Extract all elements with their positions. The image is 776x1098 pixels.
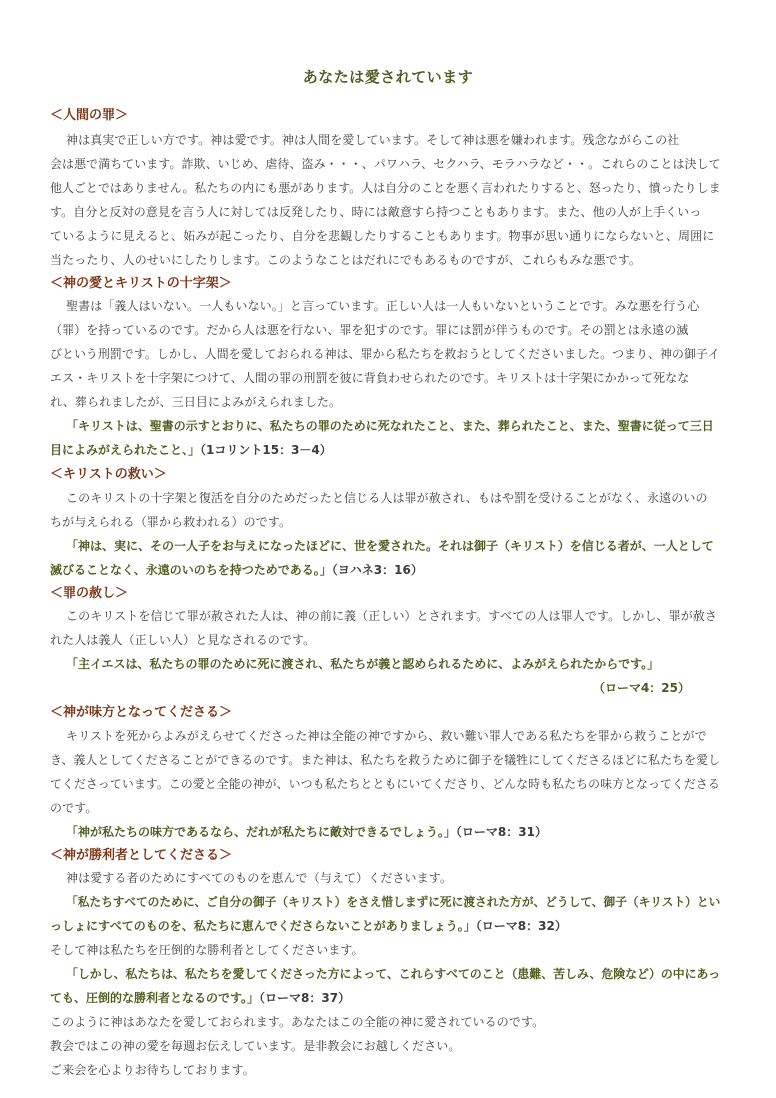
- heading-human-sin: ＜人間の罪＞: [50, 108, 129, 123]
- scripture-quote: 「神は、実に、その一人子をお与えになったほどに、世を愛された。それは御子（キリスト）を信じる者が、一人として: [66, 539, 714, 553]
- scripture-reference: （ローマ4：25）: [592, 681, 690, 695]
- paragraph-line: 聖書は「義人はいない。一人もいない。」と言っています。正しい人は一人もいないということです。みな悪を行う心: [66, 299, 700, 313]
- paragraph-line: キリストを死からよみがえらせてくださった神は全能の神ですから、救い難い罪人である私たちを罪から救うことがで: [66, 729, 707, 743]
- closing-line: このように神はあなたを愛しておられます。あなたはこの全能の神に愛されているのです。: [50, 1015, 545, 1029]
- paragraph-line: 会は悪で満ちています。詐欺、いじめ、虐待、盗み・・・、パワハラ、セクハラ、モラハラなど・・。これらのことは決して: [50, 157, 721, 171]
- paragraph-line: （罪）を持っているのです。だから人は悪を行ない、罪を犯すのです。罪には罰が伴うものです。その罰とは永遠の滅: [50, 323, 689, 337]
- scripture-quote: っしょにすべてのものを、私たちに恵んでくださらないことがありましょう。」（ローマ8：32）: [50, 919, 567, 933]
- paragraph-line: このキリストの十字架と復活を自分のためだったと信じる人は罪が赦され、もはや罰を受けることがなく、永遠のいの: [66, 491, 708, 505]
- paragraph-line: ているように見えると、妬みが起こったり、自分を悲観したりすることもあります。物事が思い通りにならないと、周囲に: [50, 229, 715, 243]
- paragraph-line: れ、葬られましたが、三日目によみがえられました。: [50, 395, 342, 409]
- paragraph-line: てくださっています。この愛と全能の神が、いつも私たちとともにいてくださり、どんな時も私たちの味方となってくださる: [50, 777, 720, 791]
- heading-forgiveness: ＜罪の赦し＞: [50, 586, 129, 601]
- scripture-quote: 「神が私たちの味方であるなら、だれが私たちに敵対できるでしょう。」（ローマ8：31）: [66, 825, 547, 839]
- paragraph-line: 当たったり、人のせいにしたりします。このようなことはだれにでもあるものですが、これらもみな悪です。: [50, 253, 641, 267]
- heading-god-on-our-side: ＜神が味方となってくださる＞: [50, 705, 233, 720]
- paragraph-line: のです。: [50, 801, 98, 815]
- paragraph-line: エス・キリストを十字架につけて、人間の罪の刑罰を彼に背負わせられたのです。キリストは十字架にかかって死なな: [50, 371, 690, 385]
- scripture-quote: 目によみがえられたこと、」（1コリント15：3－4）: [50, 443, 332, 457]
- closing-line: 教会ではこの神の愛を毎週お伝えしています。是非教会にお越しください。: [50, 1039, 461, 1053]
- paragraph-line: ちが与えられる（罪から救われる）のです。: [50, 515, 292, 529]
- scripture-quote: 「私たちすべてのために、ご自分の御子（キリスト）をさえ惜しまずに死に渡された方が、どうして、御子（キリスト）とい: [66, 895, 721, 909]
- paragraph-line: す。自分と反対の意見を言う人に対しては反発したり、時には敵意すら持つこともあります。また、他の人が上手くいっ: [50, 205, 702, 219]
- scripture-reference: （ローマ8：37）: [259, 991, 351, 1005]
- scripture-reference: （1コリント15：3－4）: [200, 443, 332, 457]
- paragraph-line: れた人は義人（正しい人）と見なされるのです。: [50, 633, 316, 647]
- scripture-quote: 滅びることなく、永遠のいのちを持つためである。」（ヨハネ3：16）: [50, 563, 423, 577]
- scripture-reference: （ローマ8：31）: [455, 825, 547, 839]
- paragraph-line: 神は真実で正しい方です。神は愛です。神は人間を愛しています。そして神は悪を嫌われます。残念ながらこの社: [66, 133, 680, 147]
- heading-gods-love-and-cross: ＜神の愛とキリストの十字架＞: [50, 276, 232, 291]
- heading-god-makes-victor: ＜神が勝利者としてくださる＞: [50, 848, 233, 863]
- paragraph-line: そして神は私たちを圧倒的な勝利者としてくださいます。: [50, 943, 364, 957]
- paragraph-line: このキリストを信じて罪が赦された人は、神の前に義（正しい）とされます。すべての人は罪人です。しかし、罪が赦さ: [66, 609, 718, 623]
- paragraph-line: 他人ごとではありません。私たちの内にも悪があります。人は自分のことを悪く言われたりすると、怒ったり、憤ったりしま: [50, 181, 721, 195]
- heading-christ-salvation: ＜キリストの救い＞: [50, 467, 167, 482]
- paragraph-line: びという刑罰です。しかし、人間を愛しておられる神は、罪から私たちを救おうとしてくださいました。つまり、神の御子イ: [50, 347, 720, 361]
- paragraph-line: 神は愛する者のためにすべてのものを恵んで（与えて）くださいます。: [66, 871, 453, 885]
- closing-line: ご来会を心よりお待ちしております。: [50, 1063, 255, 1077]
- scripture-quote: 「キリストは、聖書の示すとおりに、私たちの罪のために死なれたこと、また、葬られたこと、また、聖書に従って三日: [66, 419, 714, 433]
- scripture-quote: 「主イエスは、私たちの罪のために死に渡され、私たちが義と認められるために、よみがえられたからです。」: [66, 657, 660, 671]
- document-title: あなたは愛されています: [302, 68, 474, 86]
- scripture-reference: （ヨハネ3：16）: [331, 563, 423, 577]
- scripture-quote: ても、圧倒的な勝利者となるのです。」（ローマ8：37）: [50, 991, 351, 1005]
- paragraph-line: き、義人としてくださることができるのです。また神は、私たちを救うために御子を犠牲にしてくださるほどに私たちを愛し: [50, 753, 721, 767]
- scripture-quote: 「しかし、私たちは、私たちを愛してくださった方によって、これらすべてのこと（患難、苦しみ、危険など）の中にあっ: [66, 967, 721, 981]
- scripture-reference: （ローマ8：32）: [475, 919, 567, 933]
